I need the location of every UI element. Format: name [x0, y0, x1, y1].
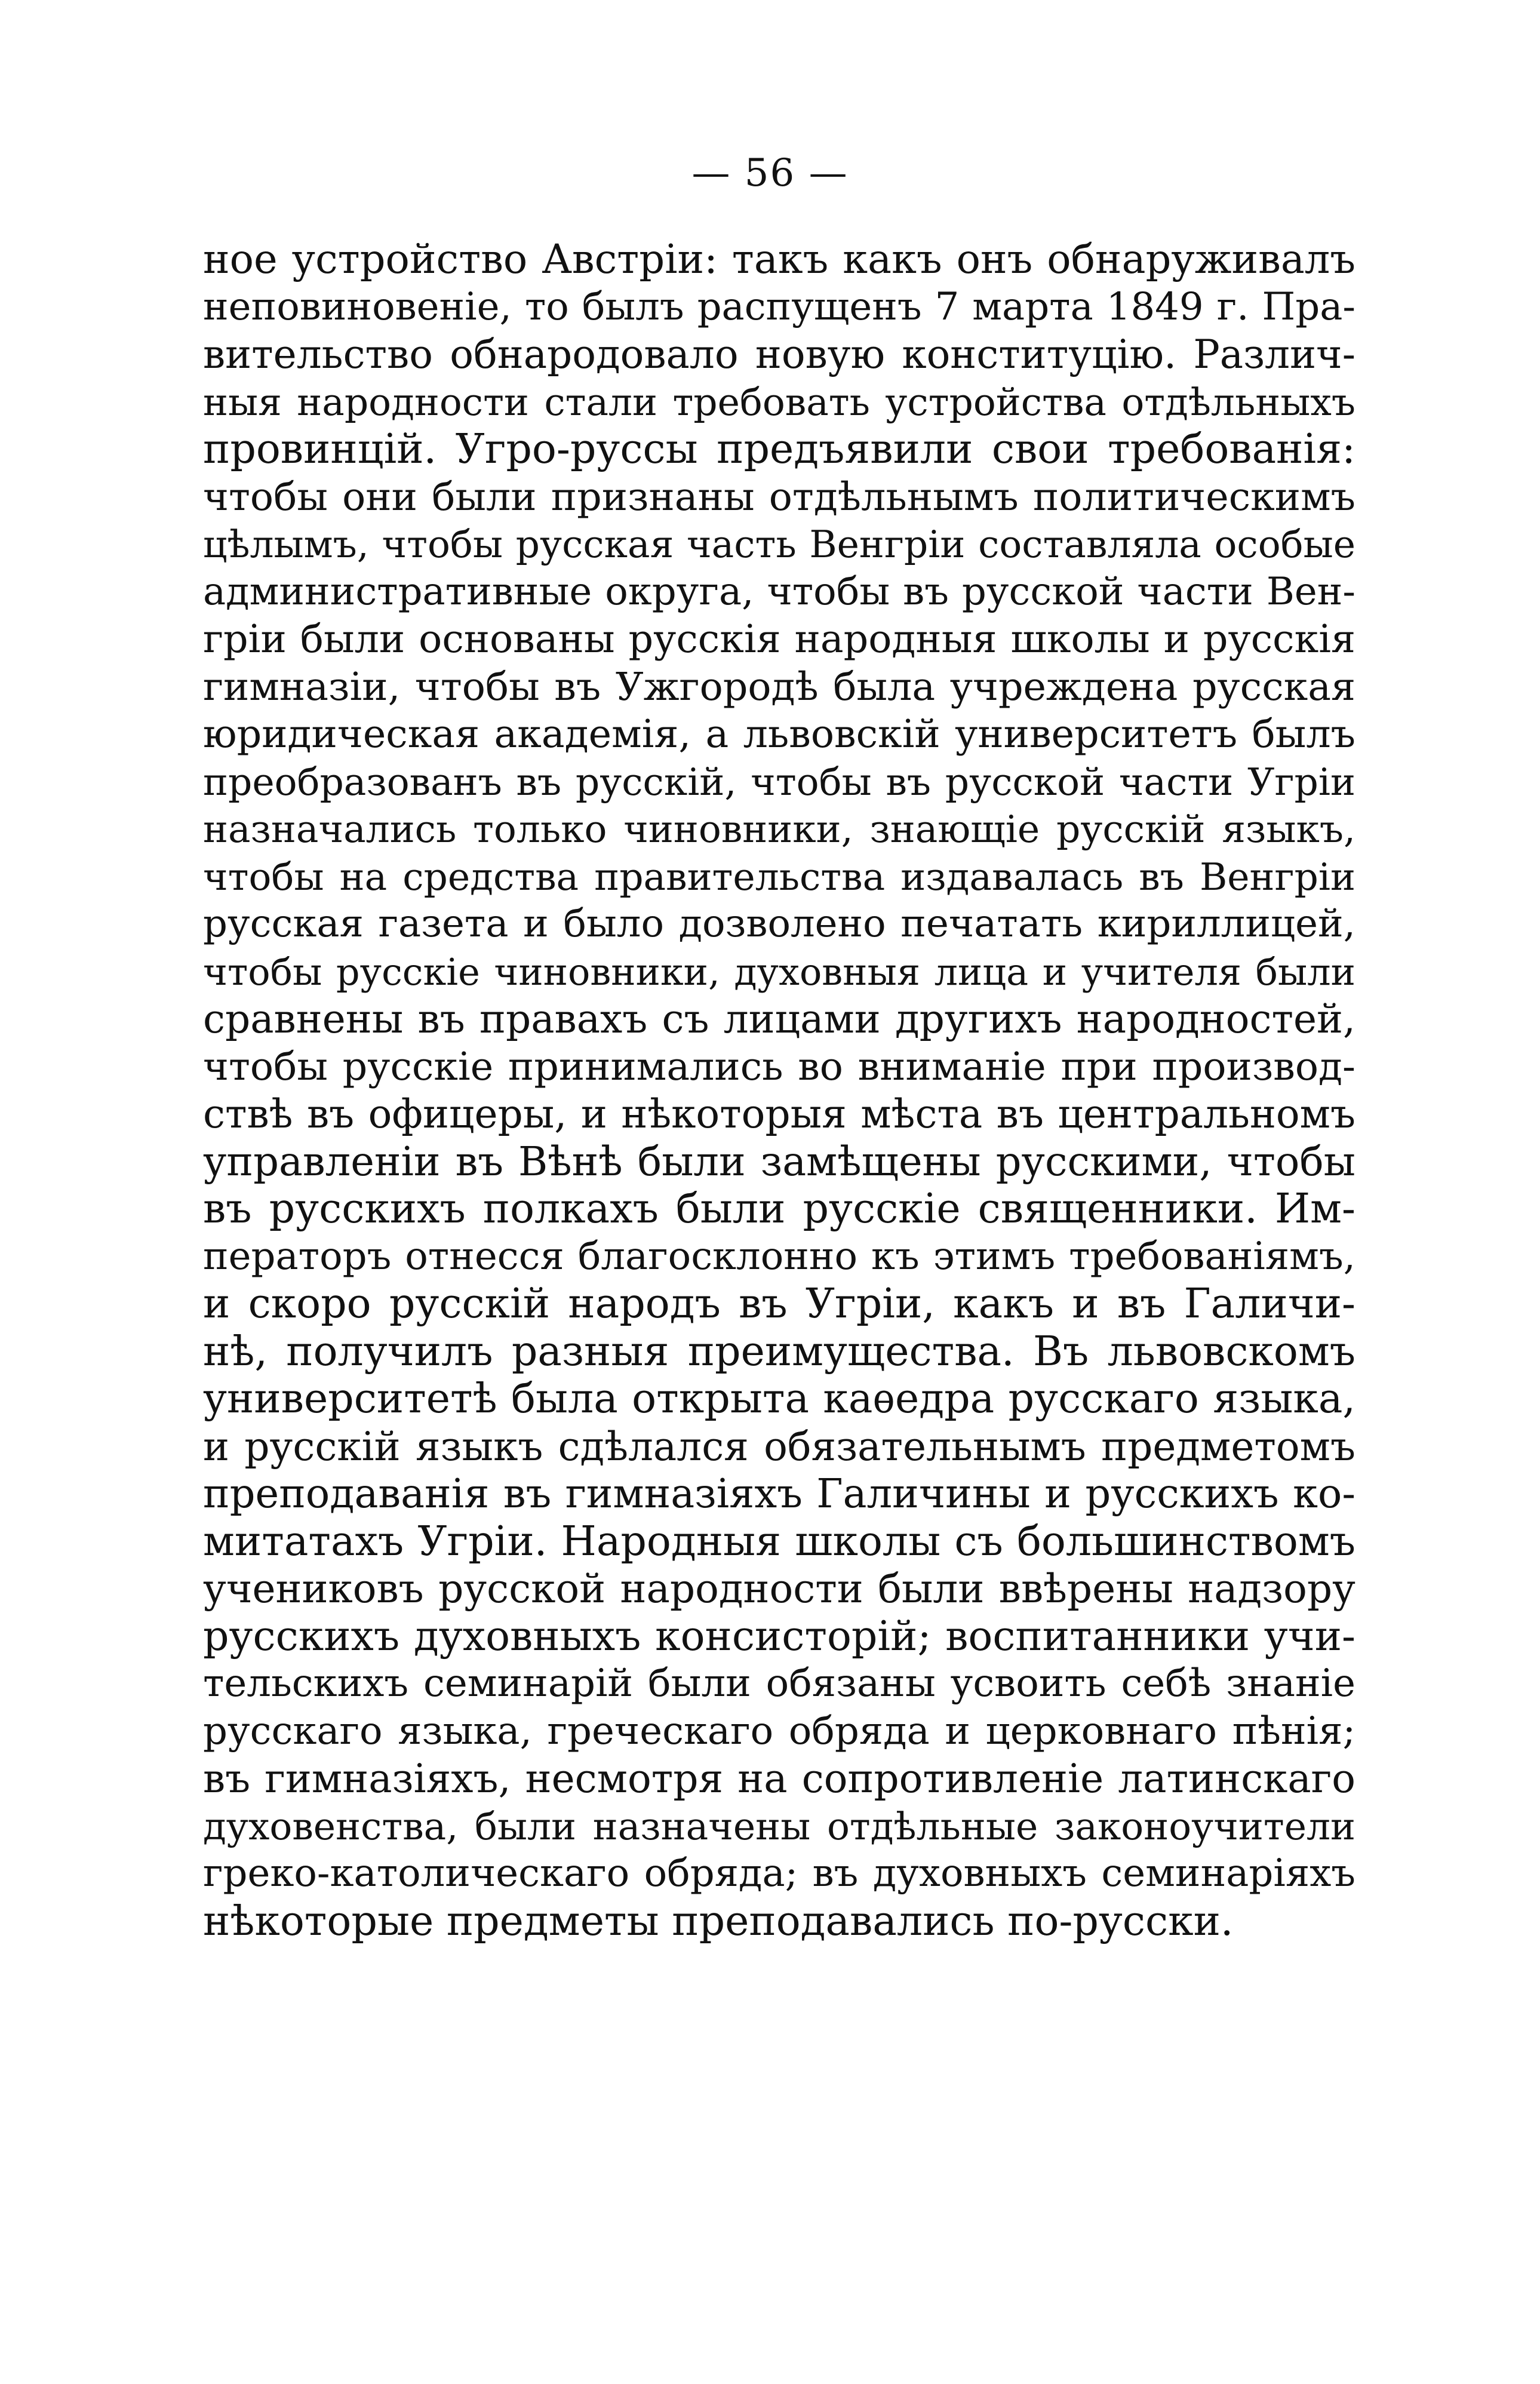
text-line: и скоро русскій народъ въ Угріи, какъ и въ Галичи-	[203, 1280, 1355, 1328]
text-line: русскаго языка, греческаго обряда и церковнаго пѣнія;	[203, 1709, 1355, 1753]
text-line: гимназіи, чтобы въ Ужгородѣ была учреждена русская	[203, 664, 1355, 709]
text-line: сравнены въ правахъ съ лицами другихъ народностей,	[203, 996, 1355, 1042]
text-line: ператоръ отнесся благосклонно къ этимъ требованіямъ,	[203, 1234, 1355, 1279]
text-line: русскихъ духовныхъ консисторій; воспитанники учи-	[203, 1612, 1355, 1660]
text-line: ное устройство Австріи: такъ какъ онъ обнаруживалъ	[203, 236, 1355, 282]
text-line: назначались только чиновники, знающіе русскій языкъ,	[203, 807, 1355, 851]
text-line: неповиновеніе, то былъ распущенъ 7 марта 1849 г. Пра-	[203, 284, 1355, 329]
text-line: цѣлымъ, чтобы русская часть Венгріи составляла особые	[203, 523, 1355, 566]
text-line: юридическая академія, а львовскій университетъ былъ	[203, 712, 1355, 757]
text-line: нѣ, получилъ разныя преимущества. Въ львовскомъ	[203, 1328, 1355, 1375]
text-line: въ русскихъ полкахъ были русскіе священники. Им-	[203, 1185, 1355, 1233]
page-number: — 56 —	[691, 151, 849, 195]
text-line: ствѣ въ офицеры, и нѣкоторыя мѣста въ центральномъ	[203, 1091, 1355, 1137]
text-line: преобразованъ въ русскій, чтобы въ русской части Угріи	[203, 760, 1355, 804]
text-line: русская газета и было дозволено печатать кириллицей,	[203, 902, 1355, 946]
text-line: учениковъ русской народности были ввѣрены надзору	[203, 1566, 1355, 1612]
text-line: и русскій языкъ сдѣлался обязательнымъ предметомъ	[203, 1423, 1355, 1470]
text-line: гріи были основаны русскія народныя школы и русскія	[203, 617, 1355, 662]
body-text	[203, 236, 1355, 1945]
text-line: административные округа, чтобы въ русской части Вен-	[203, 569, 1355, 614]
text-line: вительство обнародовало новую конституцію. Различ-	[203, 331, 1355, 377]
text-line: митатахъ Угріи. Народныя школы съ большинствомъ	[203, 1517, 1355, 1565]
text-line: университетѣ была открыта каѳедра русскаго языка,	[203, 1375, 1355, 1423]
text-line: чтобы русскіе чиновники, духовныя лица и учителя были	[203, 950, 1355, 994]
text-line: нѣкоторые предметы преподавались по-русски.	[203, 1897, 1234, 1945]
text-line: ныя народности стали требовать устройства отдѣльныхъ	[203, 380, 1355, 424]
text-line: чтобы они были признаны отдѣльнымъ политическимъ	[203, 474, 1355, 520]
text-line: греко-католическаго обряда; въ духовныхъ семинаріяхъ	[203, 1851, 1355, 1895]
text-line: духовенства, были назначены отдѣльные законоучители	[203, 1804, 1355, 1848]
text-line: чтобы русскіе принимались во вниманіе при производ-	[203, 1044, 1355, 1089]
text-line: провинцій. Угро-руссы предъявили свои требованія:	[203, 426, 1355, 473]
text-line: чтобы на средства правительства издавалась въ Венгріи	[203, 855, 1355, 899]
text-line: тельскихъ семинарій были обязаны усвоить себѣ знаніе	[203, 1661, 1355, 1706]
text-line: управленіи въ Вѣнѣ были замѣщены русскими, чтобы	[203, 1138, 1355, 1185]
text-line: преподаванія въ гимназіяхъ Галичины и русскихъ ко-	[203, 1470, 1355, 1517]
text-line: въ гимназіяхъ, несмотря на сопротивленіе латинскаго	[203, 1756, 1355, 1802]
